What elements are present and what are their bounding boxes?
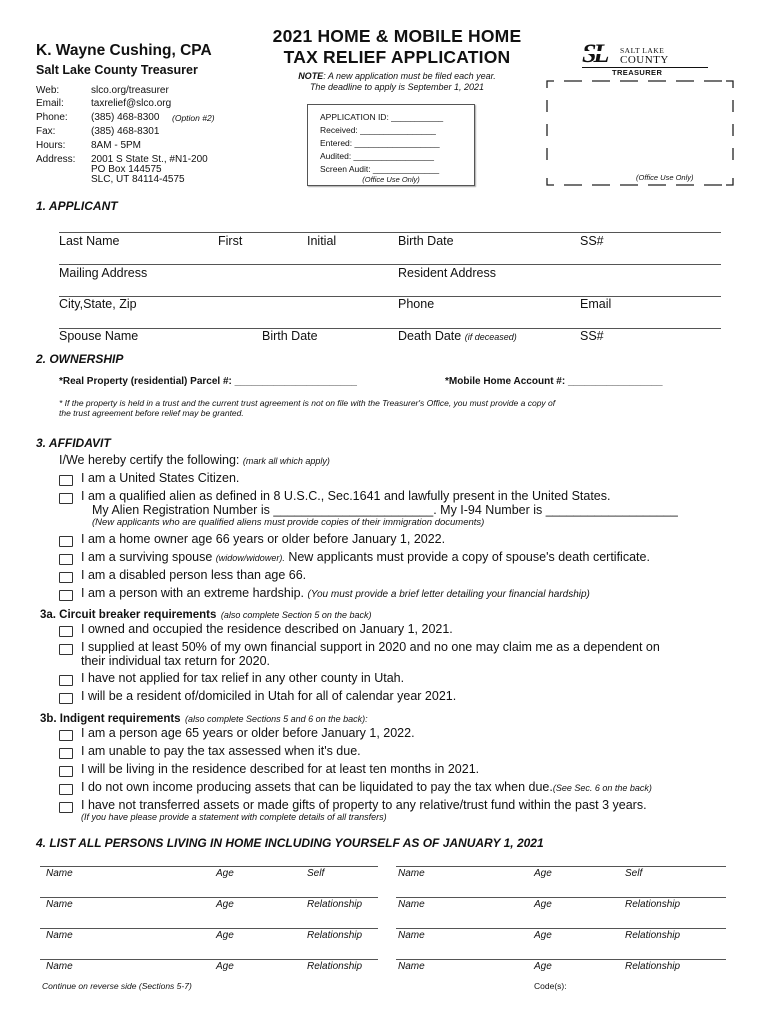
office-field: APPLICATION ID: ___________ xyxy=(320,112,444,122)
person-label: Relationship xyxy=(307,961,363,972)
section-ownership-heading: 2. OWNERSHIP xyxy=(36,352,124,366)
note-text: : A new application must be filed each year. xyxy=(323,71,496,81)
checkbox-ten-months[interactable] xyxy=(59,766,73,777)
item-age-65: I am a person age 65 years or older before January 1, 2022. xyxy=(81,726,415,740)
note-label: NOTE xyxy=(298,71,324,81)
checkbox-no-income-assets[interactable] xyxy=(59,784,73,795)
checkbox-owned-occupied[interactable] xyxy=(59,626,73,637)
stamp-box-frame xyxy=(546,80,734,186)
checkbox-financial-support[interactable] xyxy=(59,644,73,655)
form-title-line2: TAX RELIEF APPLICATION xyxy=(283,47,511,67)
checkbox-us-citizen[interactable] xyxy=(59,475,73,486)
surviving-spouse-note: (widow/widower). xyxy=(215,553,285,563)
applicant-line-3[interactable] xyxy=(59,296,721,297)
checkbox-disabled[interactable] xyxy=(59,572,73,583)
label-phone: Phone xyxy=(398,297,435,311)
item-no-transfers: I have not transferred assets or made gifts of property to any relative/trust fund within the past 3 years. xyxy=(81,798,647,812)
label-spouse-birth-date: Birth Date xyxy=(262,329,318,343)
label-city-state-zip: City,State, Zip xyxy=(59,297,137,311)
contact-label: Email: xyxy=(36,98,64,109)
item-no-other-county: I have not applied for tax relief in any other county in Utah. xyxy=(81,671,405,685)
office-use-box xyxy=(307,104,475,186)
item-unable-to-pay: I am unable to pay the tax assessed when it's due. xyxy=(81,744,361,758)
person-line[interactable] xyxy=(40,959,378,960)
person-label: Name xyxy=(398,961,425,972)
section-persons-heading: 4. LIST ALL PERSONS LIVING IN HOME INCLUDING YOURSELF AS OF JANUARY 1, 2021 xyxy=(36,836,544,850)
section-3b-heading xyxy=(40,709,368,727)
person-label: Age xyxy=(216,899,234,910)
section-3b-title: 3b. Indigent requirements xyxy=(40,713,181,725)
person-line[interactable] xyxy=(40,866,378,867)
label-last-name: Last Name xyxy=(59,234,120,248)
item-qualified-alien: I am a qualified alien as defined in 8 U.S.C., Sec.1641 and lawfully present in the United States. xyxy=(81,489,611,503)
section-3a-heading xyxy=(40,605,371,623)
alien-registration-fields[interactable]: My Alien Registration Number is _______________________. My I-94 Number is ___________________ xyxy=(92,503,678,517)
office-field: Entered: __________________ xyxy=(320,138,440,148)
person-label: Self xyxy=(307,868,325,879)
contact-value: taxrelief@slco.org xyxy=(91,98,172,109)
label-email: Email xyxy=(580,297,612,311)
applicant-line-2[interactable] xyxy=(59,264,721,265)
stamp-office-use-label: (Office Use Only) xyxy=(636,173,694,182)
checkbox-utah-resident[interactable] xyxy=(59,693,73,704)
item-financial-support-cont: their individual tax return for 2020. xyxy=(81,654,270,668)
section-applicant-heading: 1. APPLICANT xyxy=(36,199,118,213)
contact-value: (385) 468-8300 xyxy=(91,112,160,123)
item-hardship xyxy=(81,586,590,600)
logo-mark xyxy=(582,39,606,69)
contact-label: Phone: xyxy=(36,112,68,123)
checkbox-no-transfers[interactable] xyxy=(59,802,73,813)
surviving-spouse-text: I am a surviving spouse xyxy=(81,550,213,564)
continue-note: Continue on reverse side (Sections 5-7) xyxy=(42,981,192,991)
filing-note xyxy=(258,71,536,81)
form-title-line1: 2021 HOME & MOBILE HOME xyxy=(272,26,522,46)
person-label: Name xyxy=(46,868,73,879)
person-label: Name xyxy=(46,961,73,972)
contact-value: slco.org/treasurer xyxy=(91,85,169,96)
affidavit-intro xyxy=(59,453,330,467)
item-disabled: I am a disabled person less than age 66. xyxy=(81,568,307,582)
deadline-note: The deadline to apply is September 1, 2021 xyxy=(309,82,485,92)
person-label: Relationship xyxy=(625,930,681,941)
person-label: Relationship xyxy=(625,961,681,972)
checkbox-surviving-spouse[interactable] xyxy=(59,554,73,565)
section-3a-note: (also complete Section 5 on the back) xyxy=(220,610,372,620)
office-field: Screen Audit: ______________ xyxy=(320,164,440,174)
item-ten-months: I will be living in the residence described for at least ten months in 2021. xyxy=(81,762,480,776)
logo-text-top: SALT LAKE xyxy=(620,46,665,55)
item-no-income-assets xyxy=(81,780,652,794)
person-line[interactable] xyxy=(396,866,726,867)
person-label: Name xyxy=(46,899,73,910)
checkbox-unable-to-pay[interactable] xyxy=(59,748,73,759)
section-3a-title: 3a. Circuit breaker requirements xyxy=(40,609,217,621)
person-line[interactable] xyxy=(40,928,378,929)
checkbox-age-65[interactable] xyxy=(59,730,73,741)
label-birth-date: Birth Date xyxy=(398,234,454,248)
person-label: Relationship xyxy=(307,899,363,910)
contact-note: (Option #2) xyxy=(172,113,215,123)
applicant-line-1[interactable] xyxy=(59,232,721,233)
hardship-text: I am a person with an extreme hardship. xyxy=(81,586,305,600)
logo-text-treasurer: TREASURER xyxy=(612,68,663,77)
affidavit-intro-note: (mark all which apply) xyxy=(242,456,330,466)
checkbox-age-66[interactable] xyxy=(59,536,73,547)
section-affidavit-heading: 3. AFFIDAVIT xyxy=(36,436,111,450)
person-label: Name xyxy=(398,930,425,941)
office-field: Received: ________________ xyxy=(320,125,436,135)
label-spouse-ss: SS# xyxy=(580,329,604,343)
person-label: Self xyxy=(625,868,643,879)
no-income-assets-text: I do not own income producing assets that can be liquidated to pay the tax when due. xyxy=(81,780,553,794)
surviving-spouse-rest: New applicants must provide a copy of spouse's death certificate. xyxy=(288,550,650,564)
person-label: Age xyxy=(216,868,234,879)
person-label: Age xyxy=(216,961,234,972)
label-initial: Initial xyxy=(307,234,337,248)
person-line[interactable] xyxy=(396,897,726,898)
label-mailing-address: Mailing Address xyxy=(59,266,148,280)
office-field: Audited: _________________ xyxy=(320,151,434,161)
logo-text-county: COUNTY xyxy=(620,54,669,66)
death-date-text: Death Date xyxy=(398,329,462,343)
codes-label: Code(s): xyxy=(534,981,567,991)
affidavit-intro-text: I/We hereby certify the following: xyxy=(59,453,240,467)
parcel-field[interactable]: *Real Property (residential) Parcel #: ______________________ xyxy=(59,376,357,387)
contact-label: Web: xyxy=(36,85,60,96)
person-label: Name xyxy=(46,930,73,941)
address-line: SLC, UT 84114-4575 xyxy=(91,174,185,185)
checkbox-hardship[interactable] xyxy=(59,590,73,601)
no-income-assets-note: (See Sec. 6 on the back) xyxy=(552,783,652,793)
death-date-note: (if deceased) xyxy=(464,332,517,342)
section-3b-note: (also complete Sections 5 and 6 on the back): xyxy=(185,714,368,724)
trust-note-line2: the trust agreement before relief may be granted. xyxy=(59,408,244,418)
item-owned-occupied: I owned and occupied the residence described on January 1, 2021. xyxy=(81,622,453,636)
label-ss: SS# xyxy=(580,234,604,248)
item-financial-support: I supplied at least 50% of my own financial support in 2020 and no one may claim me as a dependent on xyxy=(81,640,660,654)
alien-note: (New applicants who are qualified aliens must provide copies of their immigration documents) xyxy=(92,517,485,528)
treasurer-name: K. Wayne Cushing, CPA xyxy=(36,42,212,59)
item-utah-resident: I will be a resident of/domiciled in Utah for all of calendar year 2021. xyxy=(81,689,457,703)
checkbox-qualified-alien[interactable] xyxy=(59,493,73,504)
person-label: Relationship xyxy=(625,899,681,910)
item-surviving-spouse xyxy=(81,550,650,564)
person-label: Age xyxy=(534,961,552,972)
stamp-box xyxy=(546,80,734,186)
applicant-line-4[interactable] xyxy=(59,328,721,329)
transfers-note: (If you have please provide a statement with complete details of all transfers) xyxy=(81,812,387,822)
treasurer-title: Salt Lake County Treasurer xyxy=(36,63,198,77)
trust-note-line1: * If the property is held in a trust and the current trust agreement is not on file with the Treasurer's Office, you must provide a copy of xyxy=(59,398,556,408)
person-line[interactable] xyxy=(396,928,726,929)
county-logo xyxy=(580,40,720,80)
person-label: Relationship xyxy=(307,930,363,941)
contact-label: Address: xyxy=(36,154,76,165)
label-death-date xyxy=(398,329,517,343)
person-label: Age xyxy=(216,930,234,941)
person-label: Age xyxy=(534,899,552,910)
person-label: Age xyxy=(534,930,552,941)
person-line[interactable] xyxy=(40,897,378,898)
checkbox-no-other-county[interactable] xyxy=(59,675,73,686)
office-use-label: (Office Use Only) xyxy=(362,175,420,184)
person-line[interactable] xyxy=(396,959,726,960)
label-resident-address: Resident Address xyxy=(398,266,496,280)
item-age-66: I am a home owner age 66 years or older before January 1, 2022. xyxy=(81,532,446,546)
address-line: 2001 S State St., #N1-200 xyxy=(91,154,208,165)
contact-label: Fax: xyxy=(36,126,56,137)
address-line: PO Box 144575 xyxy=(91,164,162,175)
contact-value: (385) 468-8301 xyxy=(91,126,160,137)
hardship-note: (You must provide a brief letter detailing your financial hardship) xyxy=(307,589,590,600)
mobile-home-account-field[interactable]: *Mobile Home Account #: _________________ xyxy=(445,376,663,387)
item-us-citizen: I am a United States Citizen. xyxy=(81,471,240,485)
person-label: Name xyxy=(398,868,425,879)
contact-value: 8AM - 5PM xyxy=(91,140,142,151)
person-label: Name xyxy=(398,899,425,910)
label-spouse-name: Spouse Name xyxy=(59,329,139,343)
person-label: Age xyxy=(534,868,552,879)
contact-label: Hours: xyxy=(36,140,66,151)
label-first: First xyxy=(218,234,243,248)
